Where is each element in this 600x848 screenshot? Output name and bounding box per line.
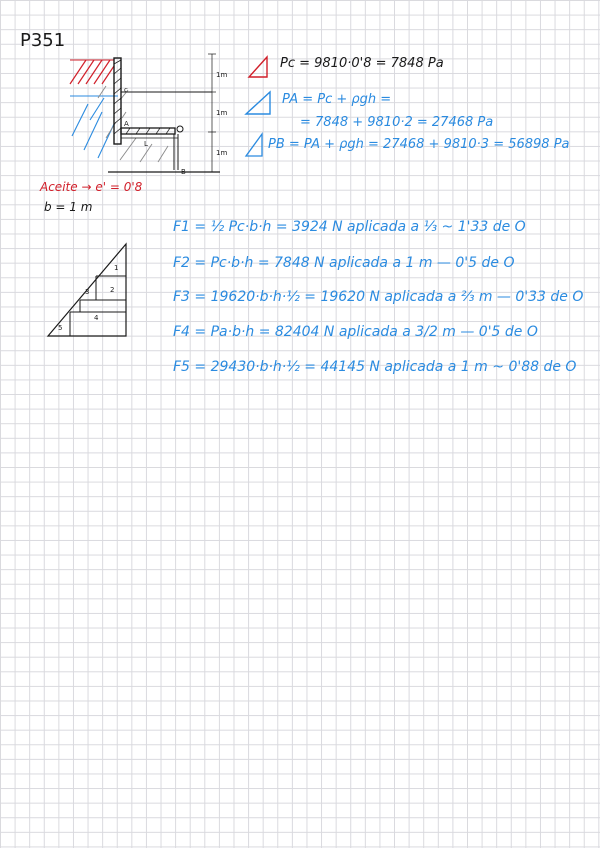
- region-2: 2: [110, 286, 115, 294]
- region-4: 4: [94, 314, 99, 322]
- page-title: P351: [20, 30, 66, 51]
- force-f5: F5 = 29430·b·h·½ = 44145 N aplicada a 1 m ~ 0'88 de O: [173, 359, 577, 375]
- label-b: B: [181, 168, 186, 176]
- force-f2: F2 = Pc·b·h = 7848 N aplicada a 1 m — 0'5 de O: [173, 255, 515, 271]
- fluid-label: Aceite: [40, 180, 78, 194]
- region-3: 3: [85, 288, 90, 296]
- pressure-pc: Pc = 9810·0'8 = 7848 Pa: [280, 56, 444, 71]
- pressure-pa-line1: PA = Pc + ρgh =: [282, 92, 392, 107]
- label-a: A: [124, 120, 129, 128]
- dim-3: 1m: [216, 149, 228, 157]
- width-note: b = 1 m: [44, 200, 93, 214]
- blue-triangle-icon: [244, 90, 272, 116]
- dim-2: 1m: [216, 109, 228, 117]
- hinge-icon: [177, 126, 183, 132]
- pressure-triangle: [44, 240, 139, 340]
- force-f4: F4 = Pa·b·h = 82404 N aplicada a 3/2 m — 0'5 de O: [173, 324, 538, 340]
- arrow-icon: →: [81, 180, 92, 194]
- fluid-density: e' = 0'8: [95, 180, 143, 194]
- hatched-gray-region: [98, 86, 168, 162]
- label-l: L: [144, 140, 148, 148]
- hatched-red-region: [70, 58, 114, 86]
- pressure-pa-line2: = 7848 + 9810·2 = 27468 Pa: [300, 115, 494, 130]
- fluid-note: [40, 180, 142, 194]
- dim-1: 1m: [216, 71, 228, 79]
- pressure-pb: PB = PA + ρgh = 27468 + 9810·3 = 56898 Pa: [268, 137, 570, 152]
- force-f3: F3 = 19620·b·h·½ = 19620 N aplicada a ⅔ m — 0'33 de O: [173, 289, 584, 305]
- region-5: 5: [58, 324, 63, 332]
- region-1: 1: [114, 264, 119, 272]
- red-triangle-icon: [247, 55, 269, 79]
- label-c: c: [124, 86, 128, 94]
- force-f1: F1 = ½ Pc·b·h = 3924 N aplicada a ⅓ ~ 1'33 de O: [173, 219, 526, 235]
- blue-small-triangle-icon: [244, 132, 264, 158]
- hatched-blue-region: [70, 96, 118, 158]
